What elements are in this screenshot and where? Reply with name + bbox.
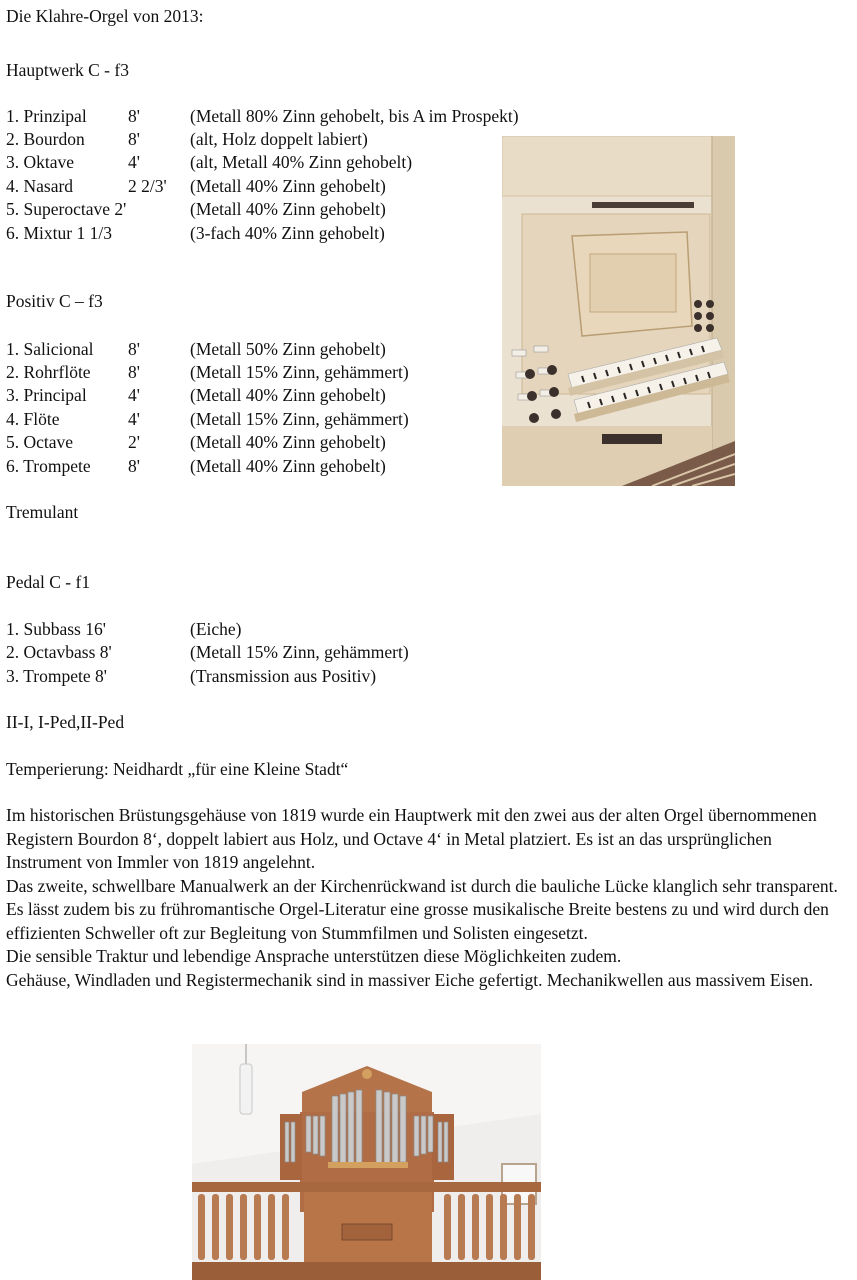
stop-description: (Metall 40% Zinn gehobelt)	[190, 456, 386, 476]
couplers-text: II-I, I-Ped,II-Ped	[6, 712, 125, 732]
temperament-text: Temperierung: Neidhardt „für eine Kleine Stadt“	[6, 759, 349, 779]
stop-name: 4. Flöte	[6, 409, 60, 429]
stop-name: 6. Mixtur 1 1/3	[6, 223, 112, 243]
stop-description: (Metall 80% Zinn gehobelt, bis A im Prospekt)	[190, 106, 519, 126]
stop-description: (Metall 40% Zinn gehobelt)	[190, 432, 386, 452]
stop-name: 1. Subbass 16'	[6, 619, 106, 639]
stop-name: 4. Nasard	[6, 176, 74, 196]
stop-description: (Metall 15% Zinn, gehämmert)	[190, 362, 409, 382]
stop-description: (Metall 15% Zinn, gehämmert)	[190, 642, 409, 662]
stop-description: (Metall 40% Zinn gehobelt)	[190, 176, 386, 196]
stop-name: 3. Principal	[6, 385, 87, 405]
tremulant-label: Tremulant	[6, 502, 79, 522]
stop-size: 8'	[128, 106, 140, 126]
stop-size: 8'	[128, 129, 140, 149]
description-paragraph: Das zweite, schwellbare Manualwerk an der Kirchenrückwand ist durch die bauliche Lücke klanglich sehr transparent. Es lässt zudem bis zu frühromantische Orgel-Literatur eine grosse musikalische Breite bestens zu und wird durch den effizienten Schweller oft zur Begleitung von Stummfilmen und Solisten eingesetzt.	[6, 875, 838, 943]
organ-case-photo	[192, 1044, 541, 1280]
description-text	[6, 804, 846, 992]
stop-name: 2. Bourdon	[6, 129, 85, 149]
stop-description: (Metall 40% Zinn gehobelt)	[190, 385, 386, 405]
stop-name: 3. Trompete 8'	[6, 666, 107, 686]
stop-size: 4'	[128, 409, 140, 429]
stop-description: (alt, Metall 40% Zinn gehobelt)	[190, 152, 413, 172]
organ-case-illustration	[192, 1044, 541, 1280]
stop-name: 1. Salicional	[6, 339, 94, 359]
stop-name: 5. Octave	[6, 432, 74, 452]
stop-description: (3-fach 40% Zinn gehobelt)	[190, 223, 385, 243]
description-paragraph: Im historischen Brüstungsgehäuse von 1819 wurde ein Hauptwerk mit den zwei aus der alten Orgel übernommenen Registern Bourdon 8‘, doppelt labiert aus Holz, und Octave 4‘ in Metal platziert. Es ist an das ursprünglichen Instrument von Immler von 1819 angelehnt.	[6, 805, 817, 872]
stop-description: (Eiche)	[190, 619, 242, 639]
stop-size: 2'	[128, 432, 140, 452]
stop-description: (Metall 15% Zinn, gehämmert)	[190, 409, 409, 429]
stop-name: 3. Oktave	[6, 152, 75, 172]
stop-name: 1. Prinzipal	[6, 106, 87, 126]
stop-name: 2. Octavbass 8'	[6, 642, 112, 662]
stop-size: 8'	[128, 456, 140, 476]
hauptwerk-heading: Hauptwerk C - f3	[6, 60, 129, 80]
description-paragraph: Die sensible Traktur und lebendige Ansprache unterstützen diese Möglichkeiten zudem.	[6, 946, 622, 966]
stop-size: 2 2/3'	[128, 176, 167, 196]
positiv-heading: Positiv C – f3	[6, 291, 103, 311]
organ-console-illustration	[502, 136, 735, 486]
stop-size: 4'	[128, 385, 140, 405]
stop-name: 5. Superoctave 2'	[6, 199, 127, 219]
organ-console-photo	[502, 136, 735, 486]
stop-name: 6. Trompete	[6, 456, 91, 476]
stop-description: (alt, Holz doppelt labiert)	[190, 129, 368, 149]
stop-size: 4'	[128, 152, 140, 172]
stop-size: 8'	[128, 362, 140, 382]
page-title: Die Klahre-Orgel von 2013:	[6, 6, 204, 26]
stop-description: (Metall 50% Zinn gehobelt)	[190, 339, 386, 359]
stop-name: 2. Rohrflöte	[6, 362, 91, 382]
stop-description: (Transmission aus Positiv)	[190, 666, 377, 686]
pedal-heading: Pedal C - f1	[6, 572, 91, 592]
stop-description: (Metall 40% Zinn gehobelt)	[190, 199, 386, 219]
description-paragraph: Gehäuse, Windladen und Registermechanik sind in massiver Eiche gefertigt. Mechanikwellen aus massivem Eisen.	[6, 969, 814, 990]
stop-size: 8'	[128, 339, 140, 359]
